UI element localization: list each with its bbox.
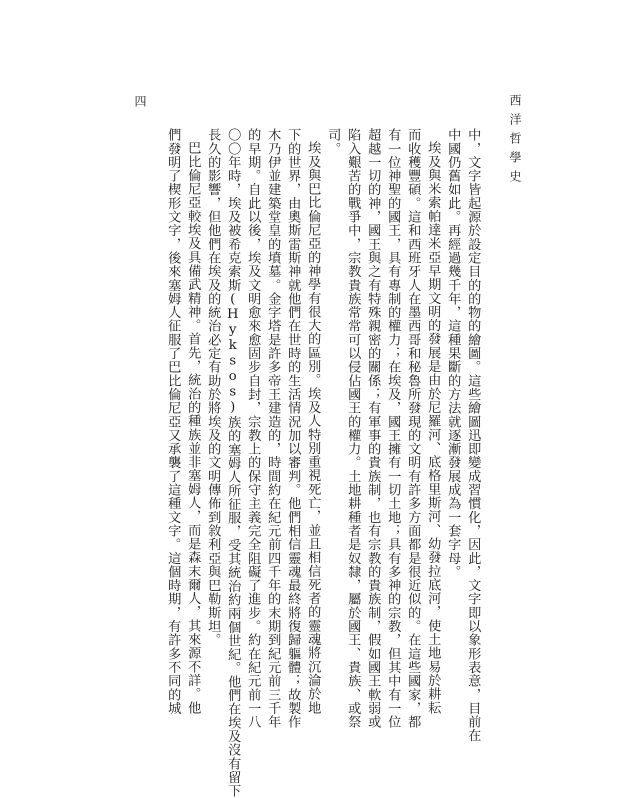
text-column: 有一位神聖的國王，具有專制的權力；在埃及，國王擁有一切土地；具有多神的宗教，但其中有一位 (385, 128, 401, 729)
text-column: 木乃伊並建築堂皇的墳墓。金字塔是許多帝王建造的，時間約在紀元前四千年的末期到紀元前三千年 (265, 128, 281, 729)
text-column: 中，文字皆起源於設定目的的物的繪圖。這些繪圖迅即變成習慣化，因此，文字即以象形表意，目前在 (465, 128, 481, 743)
text-column: 長久的影響，但他們在埃及的統治必定有助於將埃及的文明傳佈到敘利亞與巴勒斯坦。 (205, 128, 221, 647)
text-column: 埃及與米索帕達米亞早期文明的發展是由於尼羅河、底格里斯河、幼發拉底河，使土地易於耕耘 (425, 141, 441, 715)
text-column: 的早期。自此以後，埃及文明愈來愈固步自封，宗教上的保守主義完全阻礙了進步。約在紀元前一八 (245, 128, 261, 729)
running-header-title: 西洋哲學史 (508, 94, 522, 189)
text-column: 下的世界，由奧斯雷斯神就他們在世時的生活情況加以審判。他們相信靈魂最終將復歸軀體；故製作 (285, 128, 301, 729)
text-column: 們發明了楔形文字，後來塞姆人征服了巴比倫尼亞又承襲了這種文字。這個時期，有許多不同的城 (165, 128, 181, 715)
text-column: 而收穫豐碩。這和西班牙人在墨西哥和秘魯所發現的文明有許多方面都是很近似的。在這些國家，都 (405, 128, 421, 729)
text-column: 〇〇年時，埃及被希克索斯(Hyksos)族的塞姆人所征服，受其統治約兩個世紀。他們在埃及沒有留下 (225, 128, 241, 798)
text-column: 司。 (325, 128, 341, 156)
text-column: 陷入艱苦的戰爭中，宗教貴族常常可以侵佔國王的權力。土地耕種者是奴隸，屬於國王、貴族、或祭 (345, 128, 361, 729)
text-column: 埃及與巴比倫尼亞的神學有很大的區別。埃及人特別重視死亡，並且相信死者的靈魂將沉淪於地 (305, 141, 321, 715)
page-number: 四 (133, 95, 147, 107)
text-column: 中國仍舊如此。再經過幾千年，這種果斷的方法就逐漸發展成為一套字母。 (445, 128, 461, 579)
text-column: 巴比倫尼亞較埃及具備武精神。首先，統治的種族並非塞姆人，而是森末爾人，其來源不詳。他 (185, 141, 201, 715)
text-column: 超越一切的神，國王與之有特殊親密的關係；有軍事的貴族制，也有宗教的貴族制，假如國王軟弱或 (365, 128, 381, 729)
